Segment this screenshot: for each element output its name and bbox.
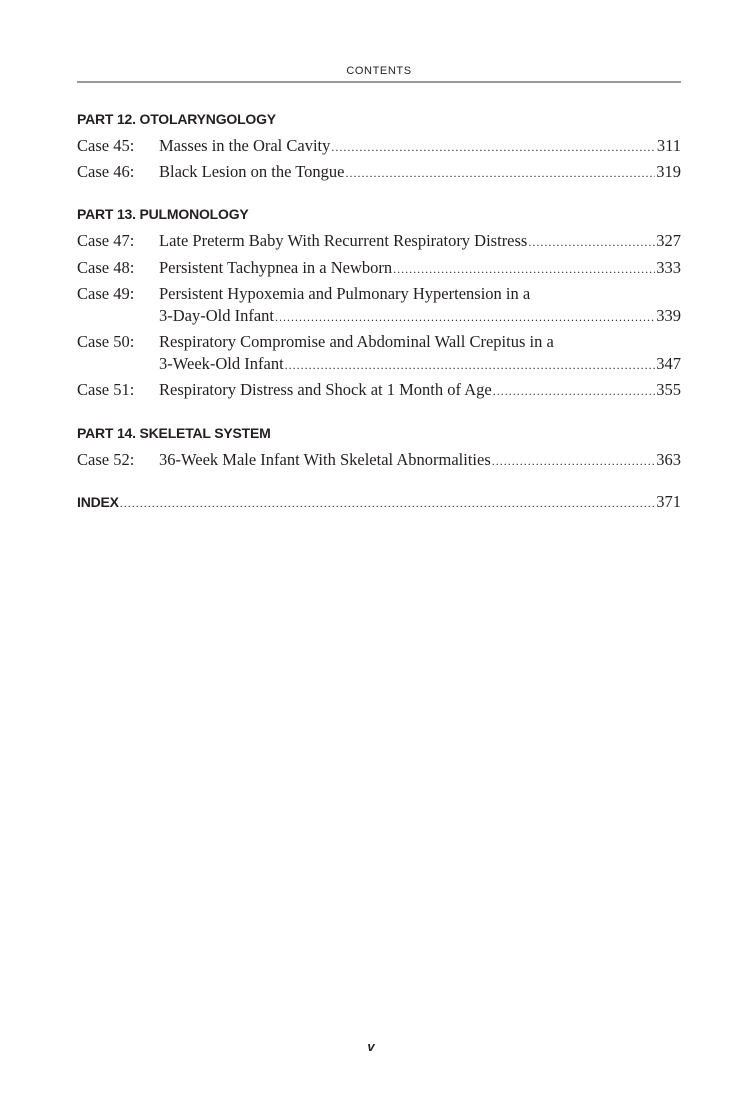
index-row [77,492,681,513]
case-number: Case 51: [77,380,135,399]
page-number: 371 [656,492,681,511]
page-number: 339 [656,306,681,325]
toc-entry[interactable] [77,450,681,470]
case-entry [159,354,681,375]
case-title: Persistent Tachypnea in a Newborn [159,258,393,277]
dot-leader [275,307,655,327]
dot-leader [285,355,656,375]
case-number: Case 47: [77,231,135,250]
case-title: Black Lesion on the Tongue [159,162,345,181]
dot-leader [393,259,655,279]
case-title-line-2: 3-Day-Old Infant [159,306,275,325]
case-number: Case 46: [77,162,135,181]
dot-leader [331,137,655,157]
toc-entry[interactable] [77,162,681,182]
case-number: Case 49: [77,284,135,303]
dot-leader [493,381,656,401]
case-entry [159,380,681,401]
case-title-line-2: 3-Week-Old Infant [159,354,284,373]
toc-entry[interactable] [77,136,681,156]
case-number: Case 52: [77,450,135,469]
part-heading: PART 12. OTOLARYNGOLOGY [77,111,276,127]
case-entry [159,450,681,471]
case-title: 36-Week Male Infant With Skeletal Abnormalities [159,450,491,469]
page-number: 347 [656,354,681,373]
toc-entry[interactable] [77,284,681,304]
part-heading: PART 13. PULMONOLOGY [77,206,249,222]
index-label: INDEX [77,494,119,510]
case-title: Masses in the Oral Cavity [159,136,331,155]
dot-leader [528,232,655,252]
page-number: 327 [656,231,681,250]
page-number: 333 [656,258,681,277]
toc-entry-continuation[interactable] [77,306,681,326]
case-number: Case 48: [77,258,135,277]
case-entry [159,306,681,327]
page-number: 363 [656,450,681,469]
case-number: Case 45: [77,136,135,155]
case-entry [159,258,681,279]
case-entry [159,332,681,352]
case-entry [159,231,681,252]
page-folio: v [367,1039,375,1054]
case-title-line-1: Respiratory Compromise and Abdominal Wall Crepitus in a [159,332,554,351]
toc-entry[interactable] [77,380,681,400]
case-title-line-1: Persistent Hypoxemia and Pulmonary Hypertension in a [159,284,531,303]
page-number: 355 [656,380,681,399]
case-title: Late Preterm Baby With Recurrent Respiratory Distress [159,231,528,250]
dot-leader [120,493,655,513]
toc-entry[interactable] [77,231,681,251]
toc-entry[interactable] [77,258,681,278]
case-entry [159,284,681,304]
page-number: 311 [656,136,681,155]
dot-leader [492,451,656,471]
header-rule [77,81,681,83]
case-number: Case 50: [77,332,135,351]
case-entry [159,162,681,183]
case-entry [159,136,681,157]
dot-leader [346,163,656,183]
index-entry[interactable] [77,492,681,512]
toc-entry-continuation[interactable] [77,354,681,374]
case-title: Respiratory Distress and Shock at 1 Month of Age [159,380,492,399]
running-head: CONTENTS [346,65,412,77]
page-number: 319 [656,162,681,181]
part-heading: PART 14. SKELETAL SYSTEM [77,425,271,441]
toc-entry[interactable] [77,332,681,352]
